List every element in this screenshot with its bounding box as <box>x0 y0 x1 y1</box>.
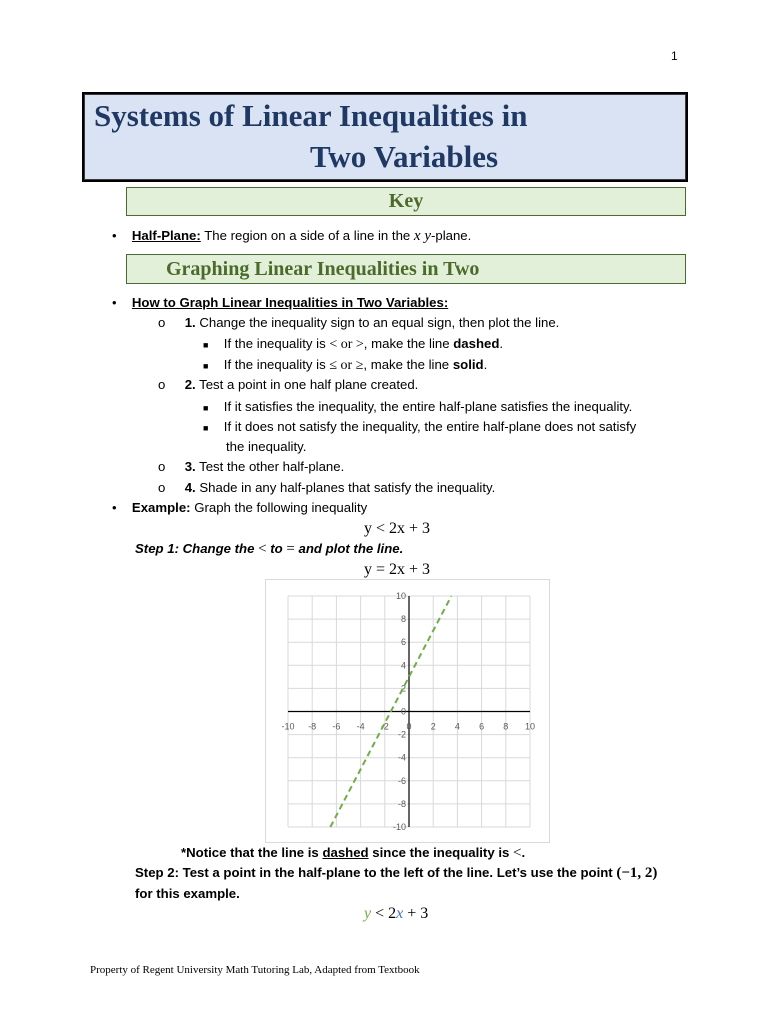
title-line-1: Systems of Linear Inequalities in <box>94 98 528 133</box>
step-2a <box>203 398 632 417</box>
step-4-text: Shade in any half-planes that satisfy the inequality. <box>195 480 496 495</box>
step-1b-bold: solid <box>452 357 484 372</box>
step-1b-before: If the inequality is <box>223 357 330 372</box>
how-to-heading: How to Graph Linear Inequalities in Two Variables: <box>131 295 449 310</box>
x-tick-label: -6 <box>332 721 341 732</box>
example-equation: y = 2x + 3 <box>364 561 431 578</box>
square-bullet-icon: ■ <box>203 403 209 413</box>
y-tick-label: -10 <box>392 822 406 832</box>
notice-line <box>181 844 525 862</box>
circle-bullet-icon: o <box>158 377 166 392</box>
notice-dashed: dashed <box>322 845 369 860</box>
step-1a-mid: , make the line <box>363 336 454 351</box>
bullet-icon: • <box>112 228 117 243</box>
graph-svg <box>266 580 549 842</box>
key-heading: Key <box>126 187 686 216</box>
step-1-label-lt: < <box>258 541 267 557</box>
square-bullet-icon: ■ <box>203 361 209 371</box>
step-1a-sym: < or > <box>329 337 364 352</box>
x-tick-label: 10 <box>524 721 536 732</box>
test-y: y <box>364 905 372 922</box>
example-inequality: y < 2x + 3 <box>364 520 431 537</box>
step-4 <box>158 479 495 497</box>
footer: Property of Regent University Math Tutoring Lab, Adapted from Textbook <box>90 964 420 976</box>
square-bullet-icon: ■ <box>203 340 209 350</box>
step-2-label-line-1 <box>135 864 657 882</box>
y-tick-label: 6 <box>400 637 406 648</box>
circle-bullet-icon: o <box>158 315 166 330</box>
step-1-label <box>135 540 403 558</box>
title-line-2: Two Variables <box>310 139 499 174</box>
test-inequality <box>364 905 428 923</box>
step-3-text: Test the other half-plane. <box>195 459 345 474</box>
step-1a-bold: dashed <box>453 336 500 351</box>
step-1b <box>203 356 487 375</box>
y-tick-label: 0 <box>400 706 406 717</box>
step-1-num: 1. <box>184 315 196 330</box>
step-1-label-c: and plot the line. <box>294 541 404 556</box>
step-2a-text: If it satisfies the inequality, the entire half-plane satisfies the inequality. <box>223 399 633 414</box>
x-tick-label: -8 <box>308 721 317 732</box>
y-tick-label: 10 <box>395 591 406 601</box>
bullet-icon: • <box>112 500 117 515</box>
test-rest-1: < 2 <box>371 905 397 922</box>
circle-bullet-icon: o <box>158 480 166 495</box>
x-tick-label: -4 <box>356 721 365 732</box>
y-tick-label: -6 <box>397 775 406 786</box>
test-point: (−1, 2) <box>616 865 658 881</box>
page-number: 1 <box>671 49 678 63</box>
step-1-label-eq: = <box>286 541 295 557</box>
y-tick-label: 4 <box>400 660 406 671</box>
half-plane-definition <box>112 227 471 245</box>
step-3 <box>158 458 344 476</box>
step-1a <box>203 335 503 354</box>
half-plane-text-after: -plane. <box>430 228 472 243</box>
step-2b-line-1: If it does not satisfy the inequality, the entire half-plane does not satisfy <box>223 419 637 434</box>
x-tick-label: 2 <box>430 721 436 732</box>
step-1a-after: . <box>499 336 504 351</box>
notice-c: . <box>521 845 526 860</box>
step-1a-before: If the inequality is <box>223 336 330 351</box>
step-1b-mid: , make the line <box>363 357 453 372</box>
x-tick-label: 6 <box>479 721 485 732</box>
test-rest-2: + 3 <box>403 905 429 922</box>
step-2-text: Test a point in one half plane created. <box>195 377 419 392</box>
y-tick-label: -8 <box>397 798 406 809</box>
step-1 <box>158 314 559 332</box>
notice-b: since the inequality is <box>368 845 513 860</box>
step-2b <box>203 418 636 437</box>
step-2-label-line-2: for this example. <box>135 886 240 901</box>
y-tick-label: 8 <box>400 614 406 625</box>
graphing-heading <box>126 254 686 284</box>
step-1-label-a: Step 1: Change the <box>135 541 259 556</box>
step-3-num: 3. <box>184 459 196 474</box>
y-tick-label: -4 <box>397 752 406 763</box>
half-plane-term: Half-Plane: <box>131 228 201 243</box>
step-2 <box>158 376 418 394</box>
step-1b-after: . <box>483 357 488 372</box>
x-tick-label: 0 <box>406 721 412 732</box>
example-label: Example: <box>131 500 191 515</box>
bullet-icon: • <box>112 295 117 310</box>
step-4-num: 4. <box>184 480 196 495</box>
line-graph <box>265 579 550 843</box>
circle-bullet-icon: o <box>158 459 166 474</box>
graphing-heading-text: Graphing Linear Inequalities in Two <box>166 258 480 280</box>
step-2-label-a: Step 2: Test a point in the half-plane to the left of the line. Let’s use the point <box>135 865 617 880</box>
x-tick-label: 8 <box>503 721 509 732</box>
square-bullet-icon: ■ <box>203 423 209 433</box>
step-2-num: 2. <box>184 377 196 392</box>
x-tick-label: -10 <box>281 721 295 732</box>
step-1-label-b: to <box>266 541 287 556</box>
example-text: Graph the following inequality <box>190 500 368 515</box>
title-banner <box>82 92 688 182</box>
how-to-heading-row <box>112 294 448 312</box>
notice-a: *Notice that the line is <box>181 845 323 860</box>
notice-sym: < <box>512 845 522 861</box>
step-1b-sym: ≤ or ≥ <box>329 358 364 373</box>
step-1-text: Change the inequality sign to an equal sign, then plot the line. <box>195 315 560 330</box>
x-tick-label: -2 <box>380 721 389 732</box>
x-tick-label: 4 <box>454 721 460 732</box>
half-plane-text: The region on a side of a line in the <box>200 228 414 243</box>
xy-math: x y <box>413 228 431 244</box>
example-row <box>112 499 367 517</box>
step-2b-line-2: the inequality. <box>226 439 307 454</box>
y-tick-label: 2 <box>400 683 406 694</box>
y-tick-label: -2 <box>397 729 406 740</box>
test-x: x <box>396 905 404 922</box>
